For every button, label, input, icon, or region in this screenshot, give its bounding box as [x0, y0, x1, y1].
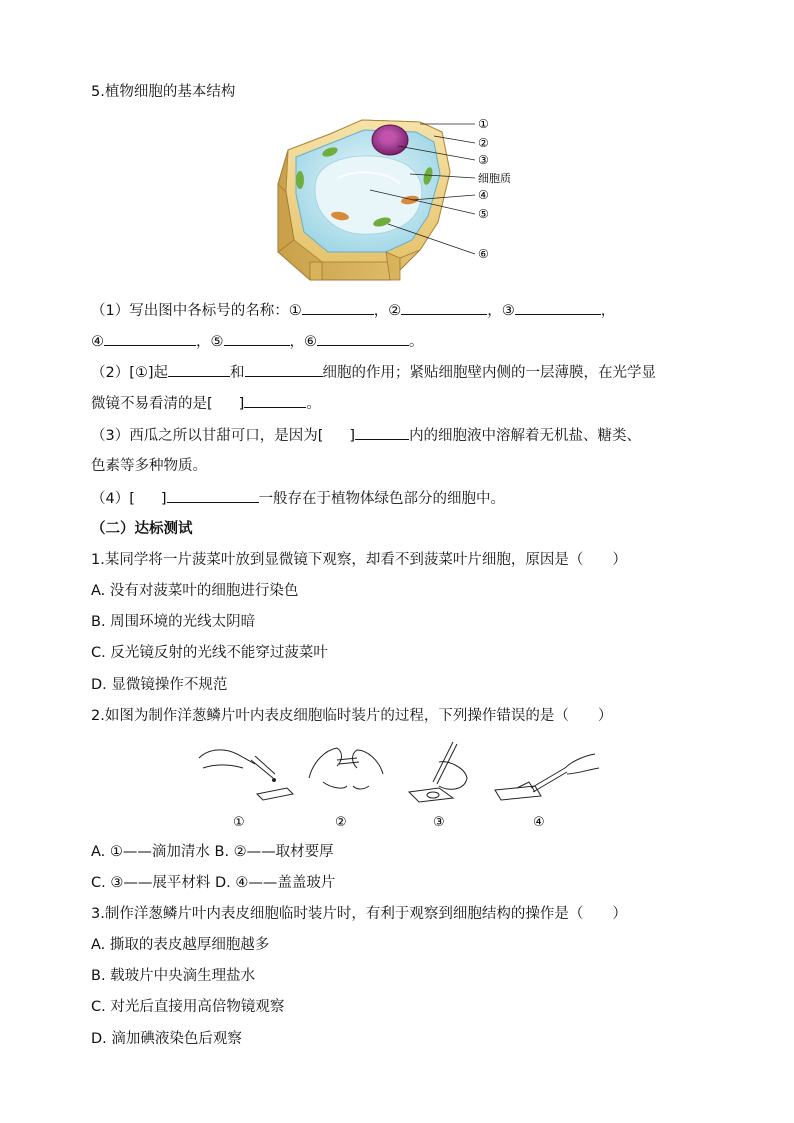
label-3: ③ [478, 153, 489, 167]
q2-line1: （2）[①]起 和 细胞的作用；紧贴细胞壁内侧的一层薄膜，在光学显 [91, 362, 656, 383]
q1-line2: ④ ，⑤ ，⑥ 。 [91, 331, 424, 352]
answer-blank-5[interactable] [224, 331, 290, 346]
step-label-1: ① [233, 815, 245, 830]
mc3-option-a[interactable]: A. 撕取的表皮越厚细胞越多 [91, 937, 270, 953]
label-cytoplasm: 细胞质 [478, 172, 511, 185]
q3-line1: （3）西瓜之所以甘甜可口，是因为[ ] 内的细胞液中溶解着无机盐、糖类、 [91, 425, 641, 446]
answer-blank-6[interactable] [317, 331, 409, 346]
mc1-option-d[interactable]: D. 显微镜操作不规范 [91, 677, 228, 693]
mc2-options-row2[interactable]: C. ③——展平材料 D. ④——盖盖玻片 [91, 875, 336, 891]
mc2-stem: 2.如图为制作洋葱鳞片叶内表皮细胞临时装片的过程，下列操作错误的是（ ） [91, 708, 613, 724]
mc3-option-b[interactable]: B. 载玻片中央滴生理盐水 [91, 968, 256, 984]
slide-steps-diagram [195, 738, 615, 832]
answer-blank-q2b[interactable] [245, 362, 323, 377]
label-5: ⑤ [478, 207, 489, 221]
mc1-option-a[interactable]: A. 没有对菠菜叶的细胞进行染色 [91, 583, 299, 599]
step-label-4: ④ [533, 815, 545, 830]
answer-blank-q3[interactable] [355, 425, 409, 440]
step-label-2: ② [335, 815, 347, 830]
mc2-options-row1[interactable]: A. ①——滴加清水 B. ②——取材要厚 [91, 844, 334, 860]
answer-blank-q4[interactable] [167, 488, 259, 503]
vacuole-shape [315, 156, 422, 234]
mc3-stem: 3.制作洋葱鳞片叶内表皮细胞临时装片时，有利于观察到细胞结构的操作是（ ） [91, 906, 627, 922]
mc3-option-c[interactable]: C. 对光后直接用高倍物镜观察 [91, 999, 285, 1015]
label-2: ② [478, 136, 489, 150]
answer-blank-2[interactable] [401, 300, 487, 315]
q3-line2: 色素等多种物质。 [91, 458, 207, 474]
label-1: ① [478, 117, 489, 131]
step-4-illustration [495, 754, 599, 800]
step-2-illustration [309, 748, 383, 789]
section-title: 5.植物细胞的基本结构 [91, 84, 236, 100]
mc1-stem: 1.某同学将一片菠菜叶放到显微镜下观察，却看不到菠菜叶片细胞，原因是（ ） [91, 552, 627, 568]
label-4: ④ [478, 188, 489, 202]
answer-blank-4[interactable] [104, 331, 196, 346]
plant-cell-diagram [270, 112, 530, 284]
mc1-option-b[interactable]: B. 周围环境的光线太阴暗 [91, 614, 256, 630]
answer-blank-1[interactable] [302, 300, 374, 315]
q2-line2: 微镜不易看清的是[ ] 。 [91, 393, 321, 414]
step-label-3: ③ [433, 815, 445, 830]
q1-line1: （1）写出图中各标号的名称：① ，② ，③ ， [91, 300, 615, 321]
step-1-illustration [199, 750, 293, 800]
step-3-illustration [409, 742, 467, 802]
mc3-option-d[interactable]: D. 滴加碘液染色后观察 [91, 1031, 242, 1047]
q4-line: （4）[ ] 一般存在于植物体绿色部分的细胞中。 [91, 488, 505, 509]
answer-blank-q2a[interactable] [168, 362, 230, 377]
label-6: ⑥ [478, 247, 489, 261]
answer-blank-q2c[interactable] [244, 393, 306, 408]
answer-blank-3[interactable] [515, 300, 601, 315]
mc1-option-c[interactable]: C. 反光镜反射的光线不能穿过菠菜叶 [91, 645, 328, 661]
section-heading-2: （二）达标测试 [91, 521, 193, 537]
